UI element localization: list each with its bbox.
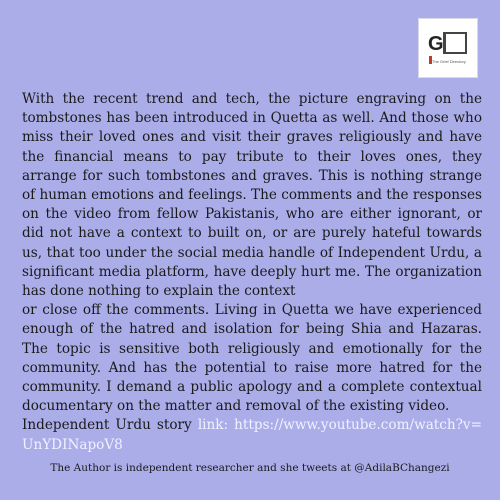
paragraph: With the recent trend and tech, the picture engraving on the tombstones has been introduced in Quetta as well. And those who miss their loved ones and visit their graves religiously and have the financial means to pay tribute to their loves ones, they arrange for such tombstones and graves. This is nothing strange of human emotions and feelings. The comments and the responses on the video from fellow Pakistanis, who are either ignorant, or did not have a context to built on, or are purely hateful towards us, that too under the social media handle of Independent Urdu, a significant media platform, have deeply hurt me. The organization has done nothing to explain the context bbox=[22, 91, 483, 300]
article-body bbox=[22, 90, 482, 455]
paragraph: or close off the comments. Living in Quetta we have experienced enough of the hatred and isolation for being Shia and Hazaras. The topic is sensitive both religiously and emotionally for the community. And has the potential to raise more hatred for the community. I demand a public apology and a complete contextual documentary on the matter and removal of the existing video. bbox=[22, 302, 482, 415]
story-link[interactable]: link: https://www.youtube.com/watch?v=UnYDINapoV8 bbox=[22, 417, 482, 453]
story-line bbox=[22, 416, 482, 454]
story-label: Independent Urdu story bbox=[22, 417, 192, 434]
logo bbox=[418, 18, 478, 78]
logo-tagline: The Grief Directory bbox=[432, 59, 466, 64]
frame-icon bbox=[443, 32, 467, 54]
author-credit: The Author is independent researcher and she tweets at @AdilaBChangezi bbox=[50, 462, 450, 474]
logo-letter: G bbox=[428, 33, 444, 55]
